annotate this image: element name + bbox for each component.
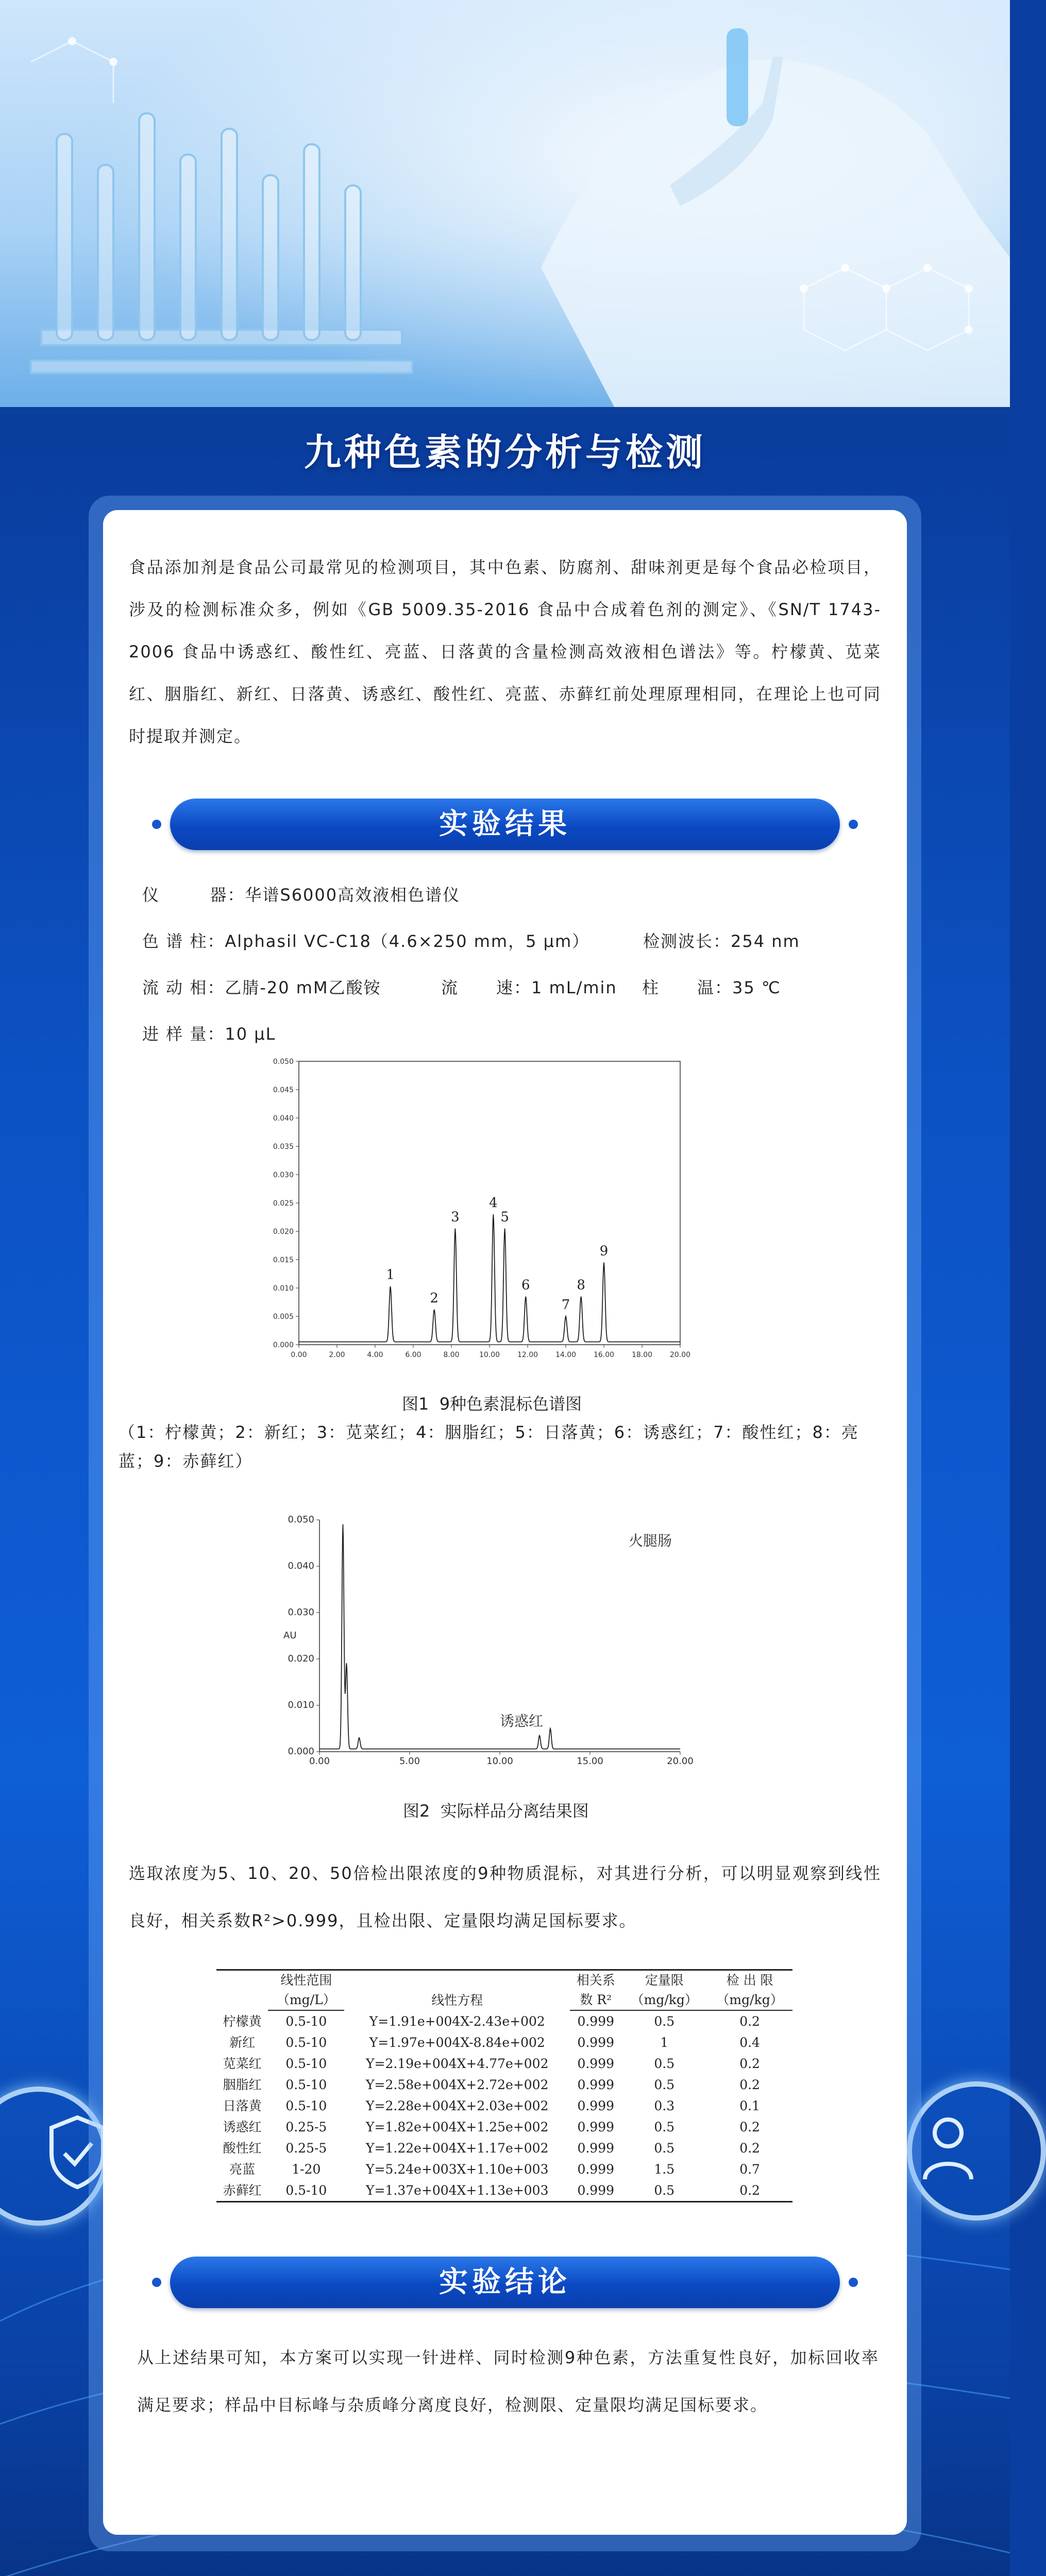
- y-tick-label: 0.020: [288, 1653, 314, 1664]
- column-temp-line: 柱 温：35 ℃: [642, 978, 781, 997]
- y-tick-label: 0.030: [273, 1171, 294, 1179]
- table-row: [216, 2010, 792, 2032]
- banner-dot-left: [152, 820, 161, 829]
- peak-label: 9: [599, 1243, 609, 1259]
- header-loq-1: 定量限: [621, 1970, 707, 1991]
- table-cell-lod: 0.2: [739, 2077, 760, 2092]
- header-name: [216, 1970, 268, 2011]
- x-tick-label: 6.00: [405, 1351, 421, 1359]
- table-row: [216, 2032, 792, 2053]
- x-tick-label: 18.00: [631, 1351, 653, 1359]
- table-cell-loq: 1.5: [654, 2162, 675, 2177]
- table-cell-lod: 0.2: [739, 2141, 760, 2156]
- x-tick-label: 14.00: [555, 1351, 577, 1359]
- table-cell-name: 日落黄: [223, 2098, 262, 2113]
- table-cell-name: 酸性红: [223, 2141, 262, 2156]
- y-tick-label: 0.020: [273, 1228, 294, 1236]
- column-line: 色 谱 柱：Alphasil VC-C18（4.6×250 mm，5 μm）: [142, 931, 590, 951]
- table-cell-range: 0.25-5: [285, 2141, 327, 2156]
- table-cell-lod: 0.4: [739, 2035, 760, 2050]
- chromatogram-standard: [247, 1056, 690, 1365]
- table-cell-name: 苋菜红: [223, 2056, 262, 2071]
- header-equation: 线性方程: [344, 1970, 570, 2011]
- y-tick-label: 0.000: [273, 1341, 294, 1349]
- table-cell-range: 0.5-10: [285, 2098, 327, 2113]
- y-tick-label: 0.010: [288, 1700, 314, 1710]
- table-cell-loq: 0.5: [654, 2056, 675, 2071]
- table-cell-eq: Y=2.28e+004X+2.03e+002: [366, 2098, 549, 2113]
- y-tick-label: 0.000: [288, 1746, 314, 1757]
- fig2-caption: 图2 实际样品分离结果图: [403, 1801, 589, 1821]
- header-r-2: 数 R²: [570, 1990, 621, 2010]
- page-title: 九种色素的分析与检测: [303, 431, 706, 474]
- header-loq-2: （mg/kg）: [621, 1990, 707, 2010]
- table-cell-loq: 0.3: [654, 2098, 675, 2113]
- test-tube-icon: [727, 28, 748, 126]
- table-cell-eq: Y=1.37e+004X+1.13e+003: [344, 2180, 570, 2202]
- table-cell-r: 0.999: [577, 2141, 615, 2156]
- y-tick-label: 0.040: [288, 1561, 314, 1571]
- table-cell-range: 0.5-10: [285, 2035, 327, 2050]
- peak-label: 1: [386, 1267, 395, 1283]
- peak-label: 6: [521, 1277, 530, 1293]
- table-cell-loq: 0.5: [654, 2120, 675, 2134]
- table-header-row: [216, 1970, 792, 1991]
- peak-label: 3: [451, 1209, 460, 1225]
- header-range-1: 线性范围: [268, 1970, 344, 1991]
- table-row: [216, 2074, 792, 2095]
- table-cell-lod: 0.2: [739, 2120, 760, 2134]
- chromatogram-sample: [268, 1510, 694, 1788]
- y-tick-label: 0.045: [273, 1086, 294, 1094]
- table-row: [216, 2095, 792, 2116]
- hero-divider: [0, 407, 1010, 415]
- x-tick-label: 16.00: [593, 1351, 615, 1359]
- y-axis-label: AU: [283, 1630, 297, 1641]
- lab-illustration: [0, 0, 1010, 415]
- table-cell-lod: 0.2: [739, 2056, 760, 2071]
- x-tick-label: 0.00: [309, 1756, 330, 1767]
- person-icon: [917, 2112, 979, 2184]
- table-row: [216, 2053, 792, 2074]
- table-cell-loq: 0.5: [654, 2014, 675, 2029]
- table-cell-eq: Y=1.82e+004X+1.25e+002: [366, 2120, 549, 2134]
- fig1-caption: 图1 9种色素混标色谱图: [402, 1394, 582, 1414]
- table-cell-range: 0.25-5: [285, 2120, 327, 2134]
- peak-label: 5: [500, 1209, 509, 1225]
- table-row: [216, 2138, 792, 2159]
- linearity-paragraph: 选取浓度为5、10、20、50倍检出限浓度的9种物质混标，对其进行分析，可以明显观察到线性良好，相关系数R²>0.999，且检出限、定量限均满足国标要求。: [129, 1863, 881, 1930]
- x-tick-label: 12.00: [517, 1351, 538, 1359]
- x-tick-label: 10.00: [479, 1351, 500, 1359]
- instrument-line: 仪 器：华谱S6000高效液相色谱仪: [142, 885, 461, 905]
- table-cell-r: 0.999: [577, 2162, 615, 2177]
- banner-dot-right: [849, 820, 858, 829]
- table-cell-lod: 0.1: [739, 2098, 760, 2113]
- table-cell-r: 0.999: [577, 2035, 615, 2050]
- table-cell-eq: Y=5.24e+003X+1.10e+003: [366, 2162, 549, 2177]
- section-banner-conclusion: 实验结论: [170, 2257, 840, 2308]
- x-tick-label: 0.00: [291, 1351, 307, 1359]
- table-cell-r: 0.999: [577, 2120, 615, 2134]
- x-tick-label: 15.00: [577, 1756, 603, 1767]
- header-lod-2: （mg/kg）: [707, 1990, 792, 2010]
- y-tick-label: 0.030: [288, 1607, 314, 1618]
- table-cell-lod: 0.2: [739, 2014, 760, 2029]
- y-tick-label: 0.035: [273, 1143, 294, 1151]
- y-tick-label: 0.010: [273, 1284, 294, 1293]
- table-cell-name: 新红: [229, 2035, 256, 2050]
- table-cell-lod: 0.2: [707, 2180, 792, 2202]
- x-tick-label: 5.00: [399, 1756, 420, 1767]
- banner-dot-right-2: [849, 2278, 858, 2287]
- intro-paragraph: 食品添加剂是食品公司最常见的检测项目，其中色素、防腐剂、甜味剂更是每个食品必检项目，涉及的检测标准众多，例如《GB 5009.35-2016 食品中合成着色剂的测定》、《SN/T 1743-2006 食品中诱惑红、酸性红、亮蓝、日落黄的含量检测高效液相色谱法》等。柠檬黄、苋菜红、胭脂红、新红、日落黄、诱惑红、酸性红、亮蓝、赤藓红前处理原理相同，在理论上也可同时提取并测定。: [129, 557, 881, 746]
- x-tick-label: 20.00: [667, 1756, 694, 1767]
- x-tick-label: 4.00: [367, 1351, 383, 1359]
- table-cell-range: 0.5-10: [285, 2056, 327, 2071]
- table-row: [216, 2116, 792, 2138]
- sample-label: 火腿肠: [629, 1532, 672, 1549]
- table-cell-r: 0.999: [570, 2180, 621, 2202]
- table-cell-eq: Y=2.19e+004X+4.77e+002: [366, 2056, 549, 2071]
- table-cell-name: 诱惑红: [223, 2120, 262, 2134]
- chromatogram-trace: [299, 1214, 680, 1342]
- flow-rate-line: 流 速：1 mL/min: [441, 978, 617, 997]
- table-cell-name: 赤藓红: [216, 2180, 268, 2202]
- table-cell-r: 0.999: [577, 2014, 615, 2029]
- hero-banner: [0, 0, 1010, 415]
- banner-dot-left-2: [152, 2278, 161, 2287]
- table-cell-eq: Y=1.22e+004X+1.17e+002: [366, 2141, 549, 2156]
- y-tick-label: 0.005: [273, 1313, 294, 1321]
- mobile-phase-line: 流 动 相：乙腈-20 mM乙酸铵: [142, 978, 381, 997]
- fig1-legend: （1：柠檬黄；2：新红；3：苋菜红；4：胭脂红；5：日落黄；6：诱惑红；7：酸性红；8：亮蓝；9：赤藓红）: [119, 1422, 859, 1471]
- table-cell-r: 0.999: [577, 2077, 615, 2092]
- table-cell-eq: Y=1.97e+004X-8.84e+002: [369, 2035, 545, 2050]
- table-cell-range: 0.5-10: [285, 2077, 327, 2092]
- x-tick-label: 8.00: [443, 1351, 460, 1359]
- header-r-1: 相关系: [570, 1970, 621, 1991]
- y-tick-label: 0.025: [273, 1199, 294, 1208]
- section-banner-results: 实验结果: [170, 799, 840, 850]
- header-lod-1: 检 出 限: [707, 1970, 792, 1991]
- table-row: [216, 2159, 792, 2180]
- y-tick-label: 0.040: [273, 1114, 294, 1123]
- table-cell-range: 0.5-10: [268, 2180, 344, 2202]
- peak-label: 7: [561, 1297, 570, 1313]
- table-cell-name: 胭脂红: [223, 2077, 262, 2092]
- table-cell-lod: 0.7: [739, 2162, 760, 2177]
- y-tick-label: 0.050: [288, 1514, 314, 1525]
- table-cell-r: 0.999: [577, 2056, 615, 2071]
- peak-annotation: 诱惑红: [500, 1713, 544, 1730]
- peak-label: 8: [577, 1277, 585, 1293]
- linearity-table: [216, 1969, 792, 2202]
- injection-line: 进 样 量：10 μL: [142, 1024, 276, 1044]
- table-cell-eq: Y=1.91e+004X-2.43e+002: [369, 2013, 545, 2029]
- table-row: [216, 2180, 792, 2202]
- table-cell-range: 0.5-10: [285, 2014, 327, 2029]
- conclusion-paragraph: 从上述结果可知，本方案可以实现一针进样、同时检测9种色素，方法重复性良好，加标回收率满足要求；样品中目标峰与杂质峰分离度良好，检测限、定量限均满足国标要求。: [137, 2348, 879, 2415]
- table-cell-loq: 0.5: [654, 2077, 675, 2092]
- table-cell-r: 0.999: [577, 2098, 615, 2113]
- table-cell-name: 柠檬黄: [223, 2013, 262, 2029]
- header-range-2: （mg/L）: [268, 1990, 344, 2010]
- peak-label: 2: [430, 1290, 438, 1306]
- peak-label: 4: [489, 1195, 498, 1211]
- x-tick-label: 2.00: [329, 1351, 345, 1359]
- y-tick-label: 0.050: [273, 1058, 294, 1066]
- table-cell-loq: 0.5: [621, 2180, 707, 2202]
- wavelength-line: 检测波长：254 nm: [643, 931, 800, 951]
- y-tick-label: 0.015: [273, 1256, 294, 1264]
- table-cell-loq: 0.5: [654, 2141, 675, 2156]
- table-cell-eq: Y=2.58e+004X+2.72e+002: [366, 2077, 549, 2092]
- table-cell-loq: 1: [660, 2035, 669, 2050]
- table-cell-range: 1-20: [292, 2162, 321, 2177]
- x-tick-label: 20.00: [669, 1351, 691, 1359]
- table-cell-name: 亮蓝: [229, 2162, 256, 2177]
- x-tick-label: 10.00: [486, 1756, 513, 1767]
